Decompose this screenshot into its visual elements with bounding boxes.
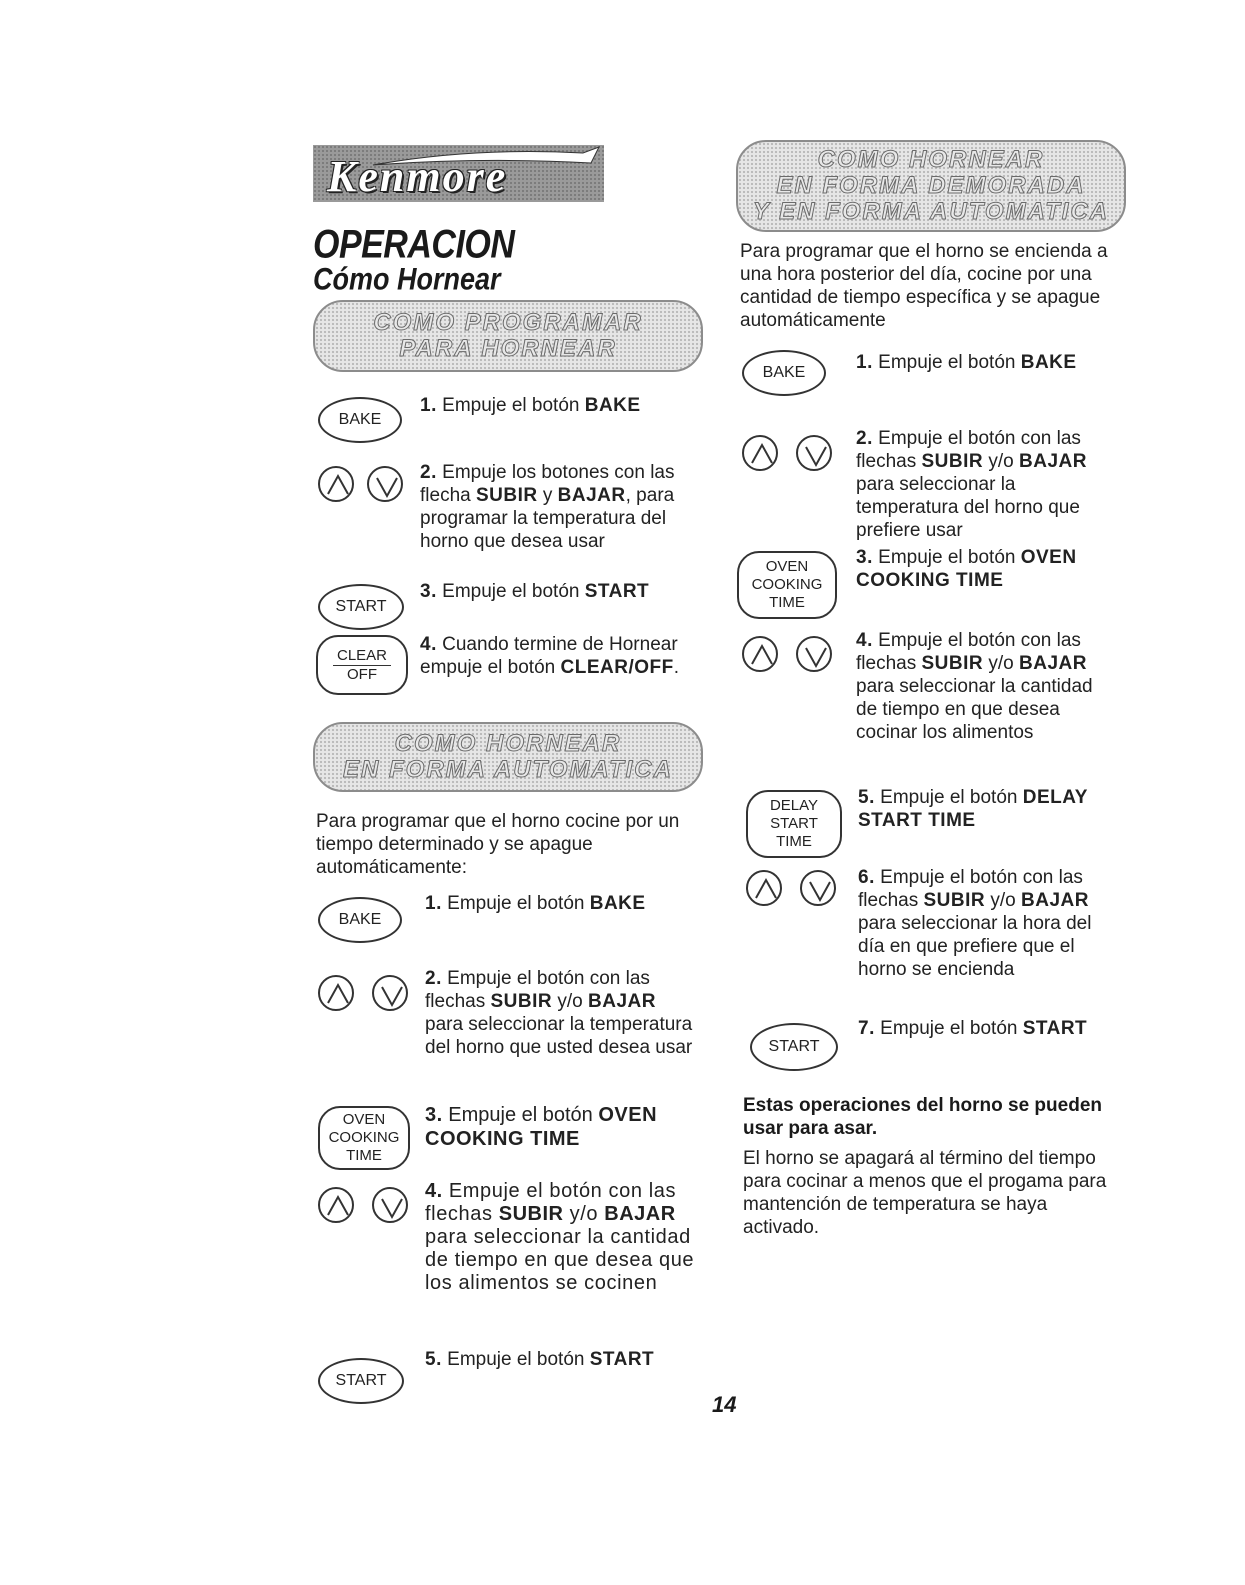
- step-number: 4.: [420, 634, 437, 655]
- step-2: [425, 967, 695, 1059]
- up-arrow-icon: [742, 435, 778, 471]
- banner-hornear-demorada: [736, 140, 1126, 232]
- icon-label: TIME: [346, 1147, 382, 1164]
- step-number: 1.: [425, 893, 442, 914]
- banner-line: EN FORMA AUTOMATICA: [343, 756, 673, 783]
- icon-label: START: [770, 815, 818, 832]
- step-keyword: OVEN COOKING TIME: [856, 547, 1077, 591]
- step-text: Empuje el botón: [880, 787, 1023, 808]
- step-5: [425, 1348, 700, 1371]
- step-number: 2.: [420, 462, 437, 483]
- icon-label: OFF: [347, 665, 377, 683]
- page-number: 14: [712, 1392, 737, 1417]
- step-text: para seleccionar la hora del día en que prefiere que el horno se encienda: [858, 913, 1092, 980]
- step-keyword: BAJAR: [1019, 653, 1087, 674]
- note-body: El horno se apagará al término del tiempo para cocinar a menos que el progama para mantención de temperatura se haya activado.: [743, 1148, 1107, 1238]
- start-button-icon: START: [750, 1023, 838, 1071]
- step-text: Empuje el botón con las flechas: [425, 1180, 677, 1225]
- step-text: y/o: [563, 1203, 605, 1225]
- step-text: para seleccionar la cantidad de tiempo en que desea cocinar los alimentos: [856, 676, 1093, 743]
- down-arrow-icon: [372, 975, 408, 1011]
- step-text: Cuando termine de Hornear empuje el botón: [420, 634, 678, 678]
- step-number: 4.: [856, 630, 873, 651]
- step-keyword: BAJAR: [588, 991, 656, 1012]
- icon-label: TIME: [769, 594, 805, 611]
- icon-label: TIME: [776, 833, 812, 850]
- step-text: y/o: [983, 451, 1020, 472]
- intro-paragraph: Para programar que el horno cocine por un tiempo determinado y se apague automáticamente:: [316, 811, 680, 878]
- icon-label: CLEAR: [333, 647, 391, 666]
- step-number: 5.: [858, 787, 875, 808]
- start-button-icon: START: [318, 1358, 404, 1404]
- step-text: y/o: [983, 653, 1020, 674]
- step-keyword: BAKE: [589, 893, 646, 914]
- step-keyword: SUBIR: [921, 653, 984, 674]
- step-text: Empuje los botones con las flecha: [420, 462, 675, 506]
- step-keyword: CLEAR/OFF: [560, 657, 674, 678]
- step-text: Empuje el botón: [447, 893, 590, 914]
- step-keyword: BAJAR: [1019, 451, 1087, 472]
- note-title: Estas operaciones del horno se pueden usar para asar.: [743, 1095, 1102, 1139]
- step-keyword: START: [589, 1349, 655, 1370]
- step-number: 3.: [425, 1104, 443, 1126]
- step-keyword: SUBIR: [921, 451, 984, 472]
- banner-line: COMO HORNEAR: [817, 146, 1045, 173]
- step-text: Empuje el botón: [442, 581, 585, 602]
- icon-label: DELAY: [769, 797, 819, 814]
- kenmore-logo: [313, 145, 604, 202]
- step-keyword: SUBIR: [475, 485, 538, 506]
- step-3: [420, 580, 705, 603]
- step-2: [420, 461, 705, 553]
- down-arrow-icon: [372, 1187, 408, 1223]
- step-1: [856, 351, 1126, 374]
- clear-off-button-icon: [316, 635, 408, 695]
- step-4: [425, 1180, 705, 1295]
- step-text: Empuje el botón con las flechas: [856, 630, 1081, 674]
- step-text: para seleccionar la cantidad de tiempo en que desea que los alimentos se cocinen: [425, 1226, 695, 1294]
- step-3: [425, 1103, 695, 1151]
- step-number: 1.: [420, 395, 437, 416]
- banner-line: PARA HORNEAR: [399, 335, 617, 362]
- step-text: Empuje el botón con las flechas: [425, 968, 650, 1012]
- banner-line: COMO HORNEAR: [394, 730, 622, 757]
- step-keyword: BAJAR: [557, 485, 626, 506]
- step-number: 2.: [425, 968, 442, 989]
- icon-label: COOKING: [328, 1129, 400, 1146]
- down-arrow-icon: [800, 870, 836, 906]
- step-text: Empuje el botón: [447, 1349, 590, 1370]
- down-arrow-icon: [796, 435, 832, 471]
- step-keyword: BAJAR: [1021, 890, 1089, 911]
- step-keyword: SUBIR: [490, 991, 553, 1012]
- bake-button-icon: BAKE: [318, 397, 402, 443]
- step-4: [856, 629, 1116, 744]
- step-number: 5.: [425, 1349, 442, 1370]
- step-number: 2.: [856, 428, 873, 449]
- step-text: y/o: [985, 890, 1022, 911]
- up-arrow-icon: [318, 1187, 354, 1223]
- step-text: Empuje el botón con las flechas: [858, 867, 1083, 911]
- delay-start-time-button-icon: [746, 790, 842, 858]
- step-keyword: DELAY START TIME: [858, 787, 1088, 831]
- icon-label: OVEN: [342, 1111, 386, 1128]
- step-number: 4.: [425, 1180, 443, 1202]
- step-keyword: SUBIR: [498, 1203, 564, 1225]
- step-text: Empuje el botón: [878, 352, 1021, 373]
- step-3: [856, 546, 1111, 592]
- bake-button-icon: BAKE: [318, 897, 402, 943]
- step-number: 7.: [858, 1018, 875, 1039]
- step-2: [856, 427, 1111, 542]
- step-keyword: BAJAR: [604, 1203, 676, 1225]
- banner-line: COMO PROGRAMAR: [373, 309, 643, 336]
- step-number: 3.: [420, 581, 437, 602]
- logo-wordmark: Kenmore: [327, 152, 508, 201]
- down-arrow-icon: [796, 636, 832, 672]
- icon-label: OVEN: [765, 558, 809, 575]
- step-1: [425, 892, 700, 915]
- step-keyword: START: [584, 581, 650, 602]
- oven-cooking-time-button-icon: [318, 1106, 410, 1170]
- step-text: para seleccionar la temperatura del horno que prefiere usar: [856, 474, 1080, 541]
- bake-button-icon: BAKE: [742, 350, 826, 396]
- step-text: .: [673, 657, 679, 678]
- start-button-icon: START: [318, 584, 404, 630]
- intro-paragraph: Para programar que el horno se encienda a una hora posterior del día, cocine por una cantidad de tiempo específica y se apague automáticamente: [740, 241, 1108, 331]
- step-7: [858, 1017, 1123, 1040]
- page-title: OPERACION: [313, 222, 515, 267]
- banner-line: Y EN FORMA AUTOMATICA: [752, 198, 1110, 225]
- step-4: [420, 633, 690, 679]
- step-text: Empuje el botón: [442, 395, 585, 416]
- step-keyword: SUBIR: [923, 890, 986, 911]
- up-arrow-icon: [746, 870, 782, 906]
- step-text: , para programar la temperatura del horno que desea usar: [420, 485, 675, 552]
- step-text: y/o: [552, 991, 589, 1012]
- up-arrow-icon: [318, 466, 354, 502]
- oven-cooking-time-button-icon: [737, 551, 837, 619]
- banner-hornear-automatica: [313, 722, 703, 792]
- step-text: Empuje el botón: [878, 547, 1021, 568]
- step-text: Empuje el botón: [880, 1018, 1023, 1039]
- step-6: [858, 866, 1123, 981]
- icon-label: COOKING: [751, 576, 823, 593]
- page-subtitle: Cómo Hornear: [313, 262, 501, 297]
- up-arrow-icon: [318, 975, 354, 1011]
- step-keyword: BAKE: [1020, 352, 1077, 373]
- banner-programar-hornear: [313, 300, 703, 372]
- banner-line: EN FORMA DEMORADA: [776, 172, 1086, 199]
- step-text: para seleccionar la temperatura del horno que usted desea usar: [425, 1014, 693, 1058]
- step-1: [420, 394, 700, 417]
- step-text: Empuje el botón con las flechas: [856, 428, 1081, 472]
- step-number: 1.: [856, 352, 873, 373]
- step-keyword: OVEN COOKING TIME: [425, 1104, 658, 1150]
- step-text: Empuje el botón: [448, 1104, 599, 1126]
- step-keyword: START: [1022, 1018, 1088, 1039]
- up-arrow-icon: [742, 636, 778, 672]
- step-text: y: [537, 485, 558, 506]
- step-number: 6.: [858, 867, 875, 888]
- step-keyword: BAKE: [584, 395, 641, 416]
- step-5: [858, 786, 1123, 832]
- down-arrow-icon: [367, 466, 403, 502]
- step-number: 3.: [856, 547, 873, 568]
